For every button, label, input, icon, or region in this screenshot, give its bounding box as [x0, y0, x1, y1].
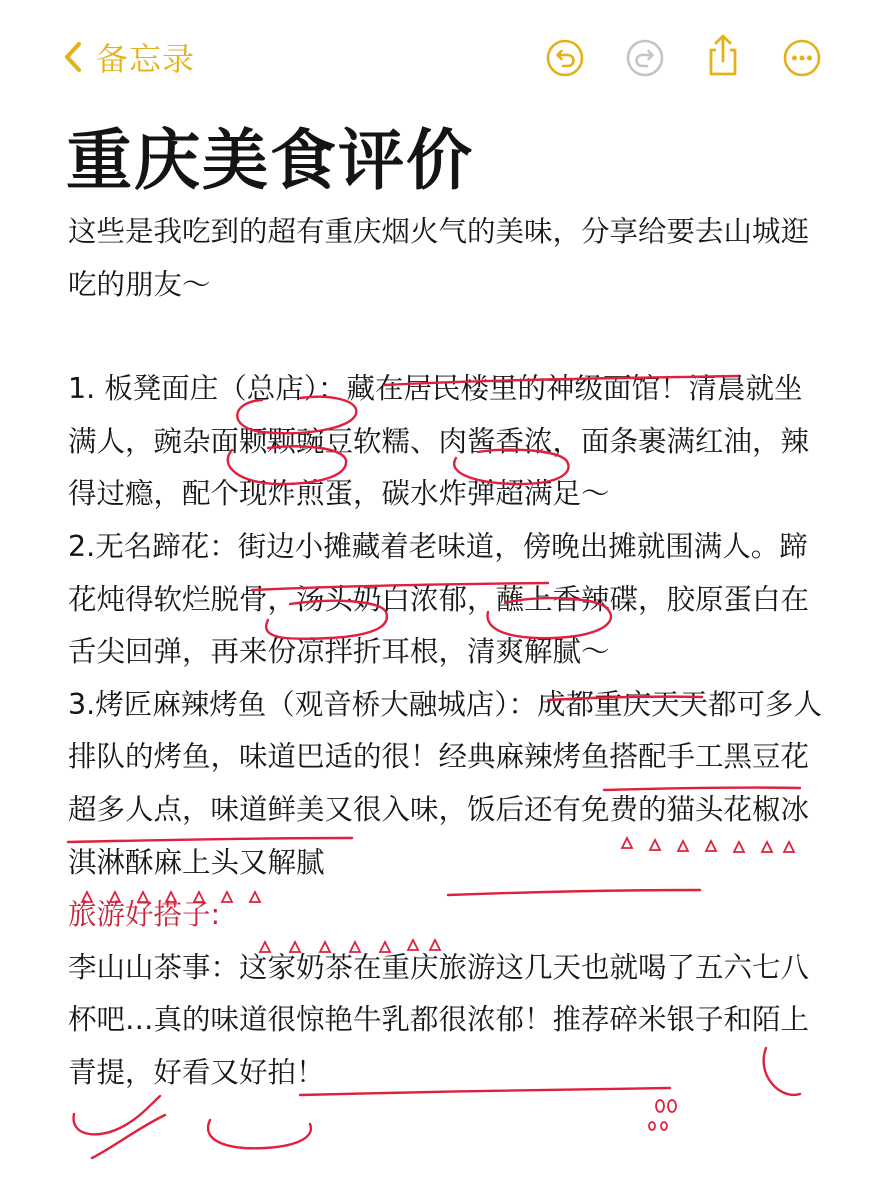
- section-heading: 旅游好搭子:: [68, 898, 221, 932]
- share-icon: [703, 32, 743, 78]
- back-button[interactable]: [62, 34, 195, 80]
- note-item-3: 3.烤匠麻辣烤鱼（观音桥大融城店）：成都重庆天天都可多人排队的烤鱼，味道巴适的很！经典麻辣烤鱼搭配手工黑豆花超多人点，味道鲜美又很入味，饭后还有免费的猫头花椒冰淇淋酥麻上头又解腻: [68, 687, 822, 879]
- nav-bar: [0, 0, 886, 112]
- note-item-2: 2.无名蹄花：街边小摊藏着老味道，傍晚出摊就围满人。蹄花炖得软烂脱骨，汤头奶白浓郁，蘸上香辣碟，胶原蛋白在舌尖回弹，再来份凉拌折耳根，清爽解腻～: [68, 529, 810, 669]
- more-icon: [782, 38, 822, 78]
- note-body[interactable]: [68, 206, 828, 1100]
- note-title: 重庆美食评价: [66, 122, 474, 199]
- undo-icon: [545, 38, 585, 78]
- note-intro: 这些是我吃到的超有重庆烟火气的美味，分享给要去山城逛吃的朋友～: [68, 215, 810, 301]
- redo-icon: [625, 38, 665, 78]
- blank-line: [68, 311, 828, 363]
- undo-button[interactable]: [545, 38, 585, 78]
- chevron-left-icon: [62, 40, 84, 74]
- back-label: 备忘录: [96, 40, 196, 78]
- more-button[interactable]: [782, 38, 822, 78]
- note-item-1: 1. 板凳面庄（总店）：藏在居民楼里的神级面馆！清晨就坐满人，豌杂面颗颗豌豆软糯、肉酱香浓，面条裹满红油，辣得过瘾，配个现炸煎蛋，碳水炸弹超满足～: [68, 372, 810, 511]
- share-button[interactable]: [703, 32, 743, 78]
- note-tea: 李山山茶事：这家奶茶在重庆旅游这几天也就喝了五六七八杯吧…真的味道很惊艳牛乳都很浓郁！推荐碎米银子和陌上青提，好看又好拍！: [68, 950, 810, 1089]
- redo-button[interactable]: [625, 38, 665, 78]
